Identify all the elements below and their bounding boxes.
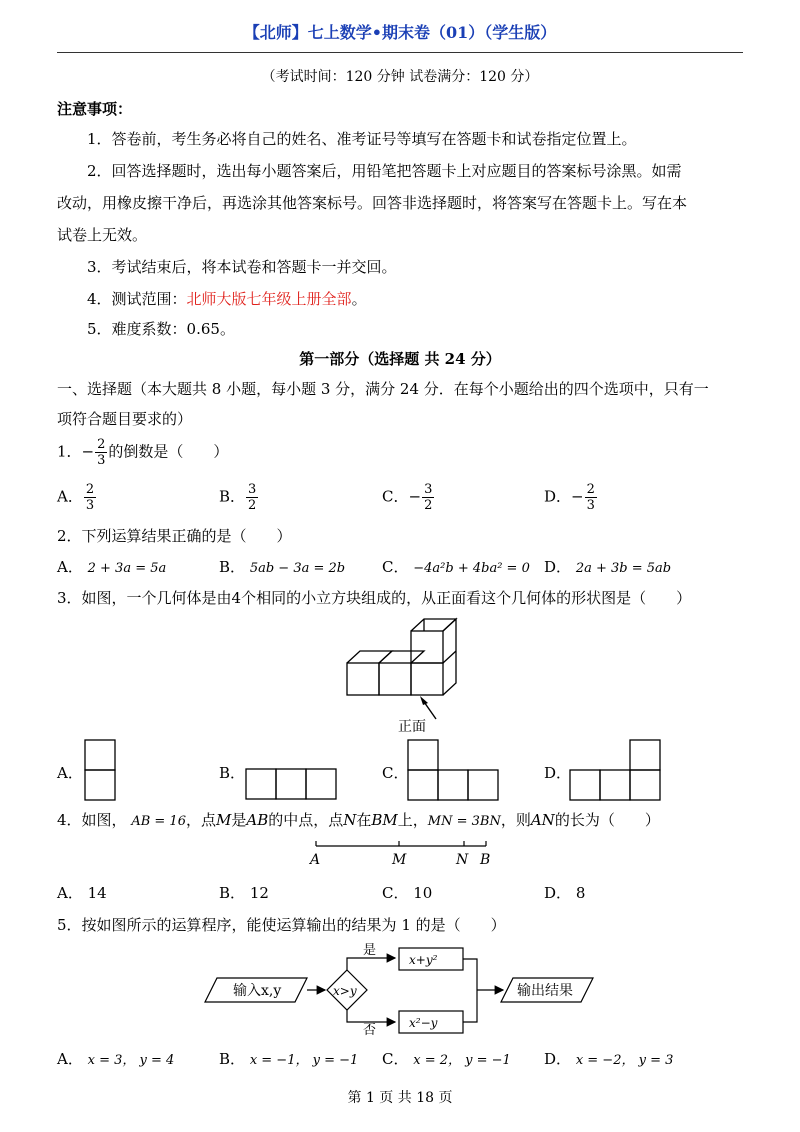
q3-option-b-figure[interactable] [244, 766, 340, 802]
option-label: C． [382, 558, 409, 576]
notice-item-4-prefix: 4．测试范围： [87, 290, 187, 308]
option-expression: −4a²b + 4ba² = 0 [413, 561, 530, 576]
option-label: D． [544, 1050, 572, 1068]
q5-option-d[interactable] [544, 1048, 673, 1069]
q2-option-b[interactable] [219, 556, 345, 577]
option-expression: x = −1， y = −1 [249, 1053, 359, 1068]
question-3-stem: 3．如图，一个几何体是由4个相同的小立方块组成的，从正面看这个几何体的形状图是（ ） [57, 589, 692, 607]
question-2-stem: 2．下列运算结果正确的是（ ） [57, 527, 292, 545]
option-expression: 2 + 3a = 5a [87, 561, 167, 576]
q1-option-a[interactable] [57, 482, 97, 513]
input-label: 输入x,y [233, 983, 282, 999]
q1-option-d[interactable] [544, 482, 598, 513]
option-label: A． [57, 558, 83, 576]
point-label-a: A [310, 852, 321, 868]
document-title: 【北师】七上数学•期末卷（01）（学生版） [243, 23, 557, 42]
output-label: 输出结果 [517, 983, 573, 999]
option-label: C． [382, 884, 409, 902]
point-label-n: N [456, 852, 469, 868]
no-expression: x²−y [409, 1016, 438, 1030]
denominator: 3 [586, 498, 595, 513]
question-number: 4．如图， [57, 811, 127, 829]
option-expression: 2a + 3b = 5ab [575, 561, 672, 576]
fraction [422, 482, 434, 513]
option-label: D． [544, 884, 572, 902]
point-n: N [343, 811, 357, 829]
q5-option-a[interactable] [57, 1048, 174, 1069]
segment-figure [300, 836, 500, 872]
option-expression: x = 2， y = −1 [413, 1053, 511, 1068]
q4-option-b[interactable] [219, 882, 269, 903]
exam-info: （考试时间：120 分钟 试卷满分：120 分） [261, 69, 539, 85]
question-text: 的倒数是（ ） [108, 442, 229, 461]
q3-option-c-figure[interactable] [406, 738, 502, 802]
option-label: B． [219, 487, 246, 506]
point-label-b: B [480, 852, 491, 868]
option-expression: x = 3， y = 4 [87, 1053, 175, 1068]
numerator: 2 [85, 482, 95, 497]
segment-an: AN [530, 811, 555, 829]
q5-option-b[interactable] [219, 1048, 358, 1069]
option-label: D． [544, 558, 572, 576]
q3-option-c-label[interactable]: C． [382, 764, 409, 782]
option-sign: − [571, 487, 584, 506]
q4-option-d[interactable] [544, 882, 585, 903]
q3-option-d-figure[interactable] [568, 738, 664, 802]
question-number: 1． [57, 442, 82, 461]
yes-label: 是 [363, 943, 377, 958]
notice-item-2-line-1: 2．回答选择题时，选出每小题答案后，用铅笔把答题卡上对应题目的答案标号涂黑。如需 [87, 162, 682, 180]
flowchart [195, 938, 615, 1038]
q2-option-a[interactable] [57, 556, 166, 577]
denominator: 2 [248, 498, 257, 513]
option-sign: − [408, 487, 422, 506]
notice-item-4-suffix: 。 [351, 290, 367, 308]
notice-item-2-line-3: 试卷上无效。 [57, 226, 148, 244]
q3-option-d-label[interactable]: D． [544, 764, 572, 782]
option-label: B． [219, 1050, 246, 1068]
section-instruction-line-1: 一、选择题（本大题共 8 小题，每小题 3 分，满分 24 分．在每个小题给出的四个选项中，只有一 [57, 380, 709, 398]
option-value: 12 [249, 884, 269, 902]
q5-option-c[interactable] [382, 1048, 511, 1069]
question-1-stem [57, 437, 228, 468]
part-title: 第一部分（选择题 共 24 分） [299, 350, 501, 368]
numerator: 2 [586, 482, 595, 497]
segment-bm: BM [371, 811, 398, 829]
fraction [95, 437, 107, 468]
question-5-stem: 5．按如图所示的运算程序，能使运算输出的结果为 1 的是（ ） [57, 916, 506, 934]
condition-label: x>y [333, 984, 357, 998]
option-label: C． [382, 1050, 409, 1068]
numerator: 3 [248, 482, 257, 497]
stem-text: 是 [231, 811, 247, 829]
option-label: A． [57, 884, 83, 902]
denominator: 3 [85, 498, 95, 513]
stem-text: ，点 [185, 811, 216, 829]
stem-text: ，则 [500, 811, 531, 829]
notice-item-5: 5．难度系数：0.65。 [87, 320, 235, 338]
point-label-m: M [392, 852, 407, 868]
option-label: C． [382, 487, 409, 506]
q1-option-b[interactable] [219, 482, 259, 513]
page-number: 第 1 页 共 18 页 [347, 1090, 453, 1106]
q4-option-a[interactable] [57, 882, 107, 903]
notice-heading: 注意事项： [57, 100, 133, 118]
q2-option-d[interactable] [544, 556, 671, 577]
stem-text: 上， [397, 811, 428, 829]
segment-ab: AB [246, 811, 269, 829]
denominator: 3 [97, 453, 106, 468]
q3-option-a-figure[interactable] [84, 738, 118, 802]
minus-sign: − [81, 442, 95, 461]
q1-option-c[interactable] [382, 482, 435, 513]
arrow-head-icon [420, 696, 428, 705]
option-label: B． [219, 558, 246, 576]
test-scope: 北师大版七年级上册全部 [186, 290, 352, 308]
option-value: 14 [87, 884, 107, 902]
option-value: 8 [575, 884, 586, 902]
q3-option-b-label[interactable]: B． [219, 764, 246, 782]
stem-text: 的长为（ ） [554, 811, 660, 829]
notice-item-2-line-2: 改动，用橡皮擦干净后，再选涂其他答案标号。回答非选择题时，将答案写在答题卡上。写在本 [57, 194, 688, 212]
denominator: 2 [424, 498, 433, 513]
notice-item-1: 1．答卷前，考生务必将自己的姓名、准考证号等填写在答题卡和试卷指定位置上。 [87, 130, 637, 148]
given-ab: AB = 16 [131, 814, 186, 829]
numerator: 3 [424, 482, 433, 497]
section-instruction-line-2: 项符合题目要求的） [57, 410, 193, 428]
option-label: A． [57, 487, 83, 506]
notice-item-3: 3．考试结束后，将本试卷和答题卡一并交回。 [87, 258, 397, 276]
option-label: A． [57, 1050, 83, 1068]
question-4-stem [57, 809, 660, 830]
header-divider [57, 52, 743, 53]
notice-item-4 [87, 288, 367, 309]
option-expression: 5ab − 3a = 2b [249, 561, 346, 576]
option-value: 10 [413, 884, 433, 902]
stem-text: 的中点，点 [268, 811, 344, 829]
numerator: 2 [97, 437, 106, 452]
q2-option-c[interactable] [382, 556, 530, 577]
fraction [246, 482, 258, 513]
point-m: M [215, 811, 232, 829]
front-view-label: 正面 [398, 719, 426, 735]
stem-text: 在 [356, 811, 372, 829]
yes-expression: x+y² [409, 953, 438, 967]
fraction [84, 482, 96, 513]
q4-option-c[interactable] [382, 882, 432, 903]
option-label: D． [544, 487, 572, 506]
q3-option-a-label[interactable]: A． [57, 764, 83, 782]
option-label: B． [219, 884, 246, 902]
given-mn: MN = 3BN [427, 814, 501, 829]
no-label: 否 [363, 1023, 377, 1038]
option-expression: x = −2， y = 3 [575, 1053, 674, 1068]
fraction [585, 482, 597, 513]
